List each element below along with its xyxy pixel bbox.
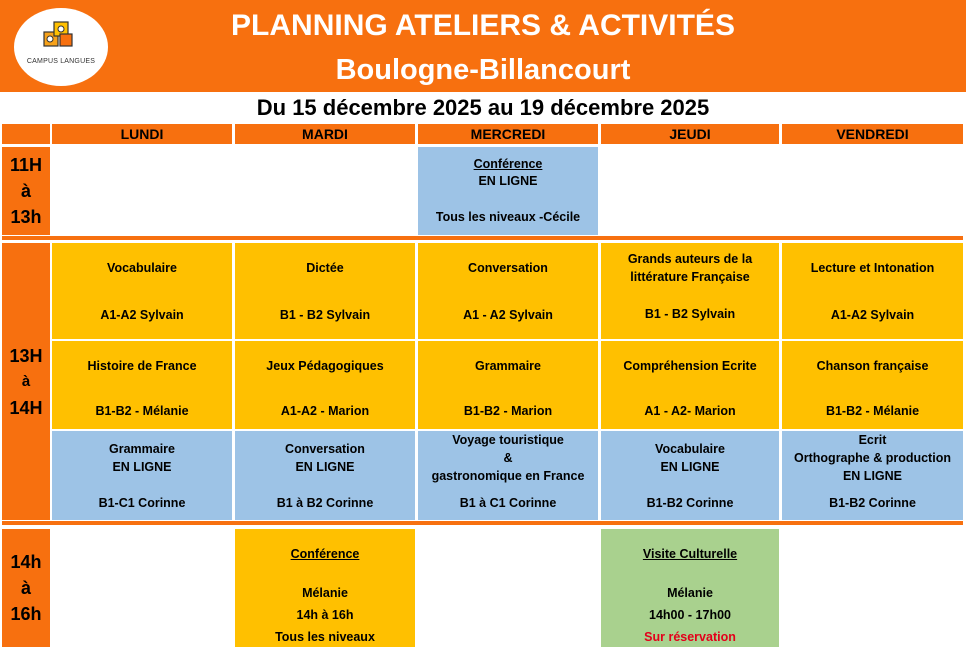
activity-mode: EN LIGNE (478, 174, 538, 188)
activity-title-line2: Orthographe & production (794, 451, 951, 465)
activity-mercredi-conversation[interactable] (418, 243, 598, 339)
activity-detail: B1 à C1 Corinne (459, 496, 557, 510)
page-title: PLANNING ATELIERS & ACTIVITÉS (231, 9, 735, 42)
activity-mode: EN LIGNE (295, 460, 355, 474)
hour-start: 13H (9, 345, 43, 366)
activity-title: Chanson française (816, 359, 929, 373)
hour-sep: à (21, 372, 31, 390)
logo-text: CAMPUS LANGUES (26, 58, 96, 65)
activity-title-line2: littérature Française (630, 270, 750, 284)
hour-sep: à (20, 578, 31, 598)
activity-detail: B1 - B2 Sylvain (644, 307, 736, 321)
activity-mode: EN LIGNE (660, 460, 720, 474)
activity-title: Conversation (468, 261, 548, 275)
activity-title-line1: Voyage touristique (452, 433, 564, 447)
activity-detail: Tous les niveaux (275, 630, 375, 644)
hour-end: 14H (9, 397, 43, 418)
activity-detail: A1-A2 Sylvain (100, 308, 184, 322)
activity-title: Histoire de France (87, 359, 197, 373)
activity-title: Conférence (473, 157, 543, 171)
activity-detail: B1 à B2 Corinne (276, 496, 374, 510)
activity-title: Visite Culturelle (642, 547, 738, 561)
hour-cell-13h (2, 243, 50, 520)
activity-detail: Tous les niveaux -Cécile (435, 210, 581, 224)
activity-time: 14h00 - 17h00 (649, 608, 731, 622)
activity-detail: B1-B2 - Marion (463, 404, 553, 418)
activity-detail: A1 - A2 Sylvain (463, 308, 553, 322)
activity-vendredi-chanson[interactable] (782, 341, 963, 429)
activity-title: Conversation (285, 442, 365, 456)
activity-detail: B1 - B2 Sylvain (279, 308, 371, 322)
activity-detail: A1-A2 - Marion (280, 404, 370, 418)
activity-detail: B1-C1 Corinne (98, 496, 186, 510)
activity-jeudi-visite-culturelle[interactable] (601, 529, 779, 647)
activity-jeudi-comprehension[interactable] (601, 341, 779, 429)
activity-title-line1: Ecrit (858, 433, 887, 447)
activity-detail: A1-A2 Sylvain (830, 308, 915, 322)
activity-title: Compréhension Ecrite (623, 359, 757, 373)
activity-mardi-conference[interactable] (235, 529, 415, 647)
activity-mardi-dictee[interactable] (235, 243, 415, 339)
activity-detail: B1-B2 - Mélanie (95, 404, 189, 418)
activity-title-line3: gastronomique en France (431, 469, 585, 483)
activity-detail: B1-B2 Corinne (829, 496, 916, 510)
activity-mercredi-grammaire[interactable] (418, 341, 598, 429)
activity-detail: A1 - A2- Marion (644, 404, 736, 418)
activity-title: Jeux Pédagogiques (266, 359, 384, 373)
activity-title: Lecture et Intonation (810, 261, 935, 275)
activity-title-line1: Grands auteurs de la (627, 252, 753, 266)
hour-start: 14h (10, 552, 42, 572)
activity-title-line2: & (503, 451, 513, 465)
day-header-vendredi: VENDREDI (782, 124, 963, 144)
corner-header (2, 124, 50, 144)
activity-vendredi-ecrit[interactable] (782, 431, 963, 520)
activity-mode: EN LIGNE (842, 469, 903, 483)
activity-lundi-vocabulaire[interactable] (52, 243, 232, 339)
hour-cell-14h (2, 529, 50, 647)
activity-title: Grammaire (474, 359, 541, 373)
day-header-mardi: MARDI (235, 124, 415, 144)
slot-separator (2, 236, 963, 240)
activity-detail: B1-B2 - Mélanie (825, 404, 920, 418)
activity-host: Mélanie (302, 586, 348, 600)
activity-time: 14h à 16h (296, 608, 354, 622)
activity-mercredi-conference[interactable] (418, 147, 598, 235)
activity-jeudi-vocabulaire-en-ligne[interactable] (601, 431, 779, 520)
hour-start: 11H (9, 155, 43, 175)
day-header-lundi: LUNDI (52, 124, 232, 144)
activity-host: Mélanie (667, 586, 713, 600)
day-header-jeudi: JEUDI (601, 124, 779, 144)
page-subtitle: Boulogne-Billancourt (335, 54, 631, 86)
activity-detail: B1-B2 Corinne (646, 496, 734, 510)
activity-vendredi-lecture[interactable] (782, 243, 963, 339)
date-range: Du 15 décembre 2025 au 19 décembre 2025 (256, 95, 710, 120)
slot-separator (2, 521, 963, 525)
activity-mardi-jeux[interactable] (235, 341, 415, 429)
hour-cell-11h (2, 147, 50, 235)
activity-title: Conférence (290, 547, 360, 561)
hour-end: 13h (10, 207, 42, 227)
activity-mercredi-voyage[interactable] (418, 431, 598, 520)
activity-title: Dictée (306, 261, 344, 275)
activity-title: Grammaire (108, 442, 175, 456)
activity-title: Vocabulaire (107, 261, 177, 275)
activity-mode: EN LIGNE (112, 460, 172, 474)
hour-sep: à (20, 181, 31, 201)
reservation-note: Sur réservation (644, 630, 736, 644)
activity-jeudi-grands-auteurs[interactable] (601, 243, 779, 339)
day-header-mercredi: MERCREDI (418, 124, 598, 144)
hour-end: 16h (10, 604, 42, 624)
activity-title: Vocabulaire (655, 442, 725, 456)
activity-mardi-conversation-en-ligne[interactable] (235, 431, 415, 520)
activity-lundi-histoire[interactable] (52, 341, 232, 429)
activity-lundi-grammaire-en-ligne[interactable] (52, 431, 232, 520)
